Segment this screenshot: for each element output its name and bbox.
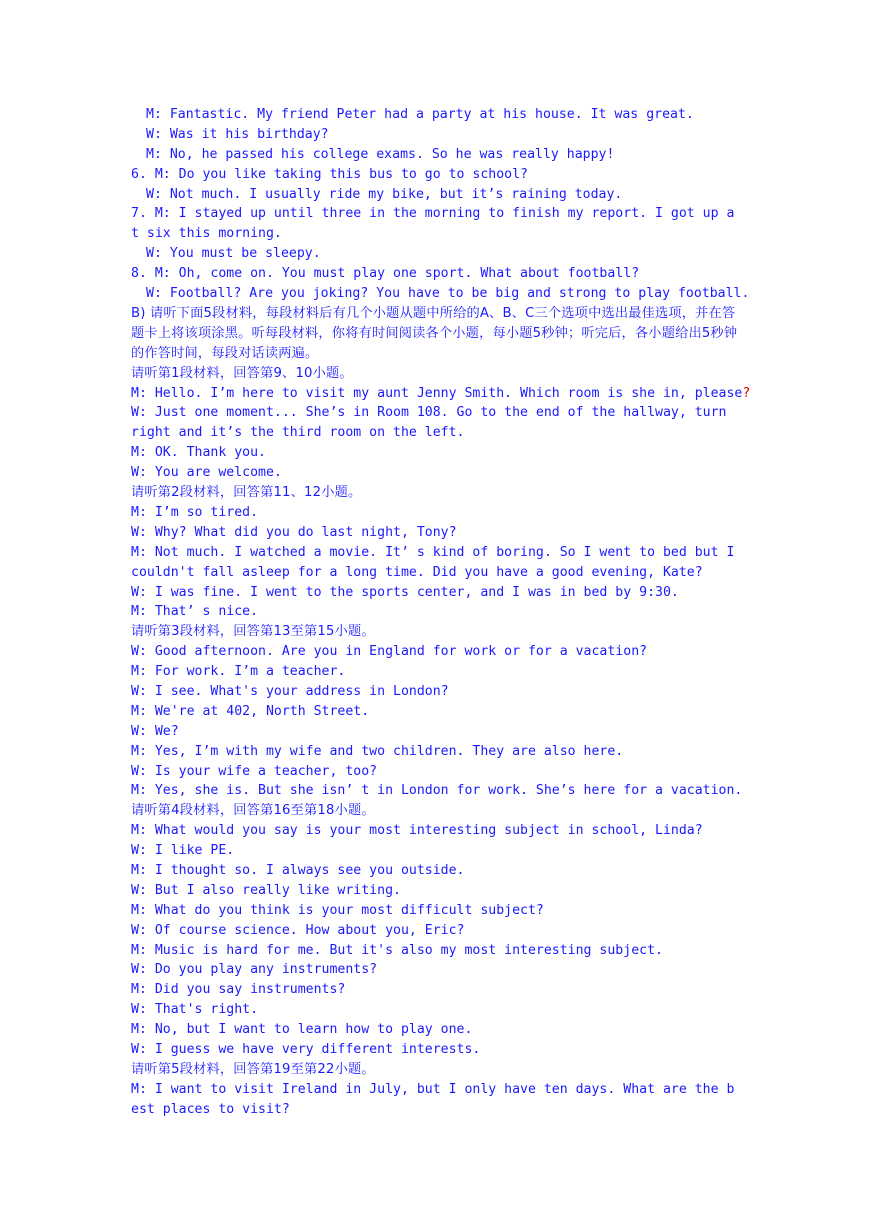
line-suffix: ? [742,385,751,401]
line-text: W: Why? What did you do last night, Tony? [131,524,457,540]
line-text: M: Did you say instruments? [131,982,346,998]
line-text: W: I see. What's your address in London? [131,683,449,699]
line-text: W: Just one moment... She’s in Room 108. Go to the end of the hallway, turn right and it’s the third room on the left. [131,405,727,441]
dialogue-line [131,1080,741,1120]
dialogue-line [131,980,741,1000]
dialogue-line [131,682,741,702]
line-text: W: I like PE. [131,843,235,859]
dialogue-line [131,503,741,523]
dialogue-line [131,702,741,722]
dialogue-line [131,960,741,980]
line-text: M: Hello. I’m here to visit my aunt Jenny Smith. Which room is she in, please [131,385,743,401]
dialogue-line [131,762,741,782]
line-text: 请听第3段材料，回答第13至第15小题。 [131,624,375,640]
line-text: W: I was fine. I went to the sports center, and I was in bed by 9:30. [131,584,679,600]
line-text: M: We're at 402, North Street. [131,703,370,719]
dialogue-line [131,602,741,622]
line-text: B) 请听下面5段材料，每段材料后有几个小题从题中所给的A、B、C三个选项中选出最佳选项，并在答题卡上将该项涂黑。听每段材料，你将有时间阅读各个小题，每小题5秒钟；听完后，各小题给出5秒钟的作答时间，每段对话读两遍。 [131,305,738,361]
section-heading [131,1060,741,1080]
line-text: W: Of course science. How about you, Eric? [131,922,465,938]
line-text: 7. M: I stayed up until three in the morning to finish my report. I got up at six this morning. [131,206,735,242]
dialogue-line [131,384,751,404]
dialogue-line [131,264,741,284]
line-text: W: You must be sleepy. [146,246,321,262]
line-text: M: Yes, I’m with my wife and two children. They are also here. [131,743,624,759]
line-text: M: Yes, she is. But she isn’ t in London for work. She’s here for a vacation. [131,783,743,799]
section-heading [131,364,741,384]
line-text: W: But I also really like writing. [131,882,401,898]
line-text: M: Not much. I watched a movie. It’ s kind of boring. So I went to bed but I couldn't fall asleep for a long time. Did you have a good evening, Kate? [131,544,735,580]
dialogue-line [131,642,741,662]
dialogue-line [131,722,741,742]
line-text: 请听第4段材料，回答第16至第18小题。 [131,803,375,819]
dialogue-line [131,841,741,861]
dialogue-line [131,1040,741,1060]
line-text: M: Music is hard for me. But it's also my most interesting subject. [131,942,663,958]
dialogue-line [131,941,741,961]
dialogue-line [131,443,741,463]
section-heading [131,483,741,503]
line-text: W: I guess we have very different interests. [131,1042,481,1057]
dialogue-line [131,105,741,125]
dialogue-line [131,781,741,801]
line-text: 请听第5段材料，回答第19至第22小题。 [131,1061,375,1077]
line-text: 请听第1段材料，回答第9、10小题。 [131,365,353,381]
line-text: W: We? [131,723,179,739]
dialogue-line [131,1020,741,1040]
dialogue-line [131,821,741,841]
dialogue-line [131,921,741,941]
dialogue-line [131,583,741,603]
section-heading [131,304,741,364]
line-text: W: That's right. [131,1002,259,1018]
dialogue-line [131,861,741,881]
dialogue-line [131,284,750,304]
line-text: M: What do you think is your most difficult subject? [131,902,544,918]
dialogue-line [131,1000,741,1020]
line-text: W: You are welcome. [131,465,282,481]
dialogue-line [131,662,741,682]
line-text: M: No, he passed his college exams. So he was really happy! [146,146,615,162]
section-heading [131,622,741,642]
dialogue-line [131,244,741,264]
line-text: W: Not much. I usually ride my bike, but it’s raining today. [146,186,623,202]
line-text: M: I want to visit Ireland in July, but I only have ten days. What are the best places to visit? [131,1081,735,1117]
dialogue-line [131,543,741,583]
line-text: M: OK. Thank you. [131,445,266,461]
line-text: M: What would you say is your most interesting subject in school, Linda? [131,823,703,839]
dialogue-line [131,463,741,483]
dialogue-line [131,881,741,901]
line-text: M: No, but I want to learn how to play one. [131,1022,473,1038]
dialogue-line [131,901,741,921]
dialogue-line [131,742,741,762]
line-text: M: I thought so. I always see you outside. [131,862,465,878]
dialogue-line [131,204,741,244]
line-text: W: Was it his birthday? [146,126,329,142]
line-text: W: Is your wife a teacher, too? [131,763,378,779]
document-body [131,105,751,1120]
line-text: W: Do you play any instruments? [131,962,378,978]
section-heading [131,801,741,821]
line-text: 8. M: Oh, come on. You must play one sport. What about football? [131,266,640,282]
line-text: 请听第2段材料，回答第11、12小题。 [131,485,362,501]
line-text: M: Fantastic. My friend Peter had a party at his house. It was great. [146,107,694,122]
line-text: W: Good afternoon. Are you in England for work or for a vacation? [131,644,648,660]
line-text: M: For work. I’m a teacher. [131,664,346,680]
line-text: M: I’m so tired. [131,504,259,520]
dialogue-line [131,403,741,443]
dialogue-line [131,145,741,165]
line-text: W: Football? Are you joking? You have to be big and strong to play football. [146,286,750,302]
dialogue-line [131,125,741,145]
dialogue-line [131,165,741,185]
line-text: M: That’ s nice. [131,604,259,620]
line-text: 6. M: Do you like taking this bus to go to school? [131,166,528,182]
dialogue-line [131,185,741,205]
dialogue-line [131,523,741,543]
